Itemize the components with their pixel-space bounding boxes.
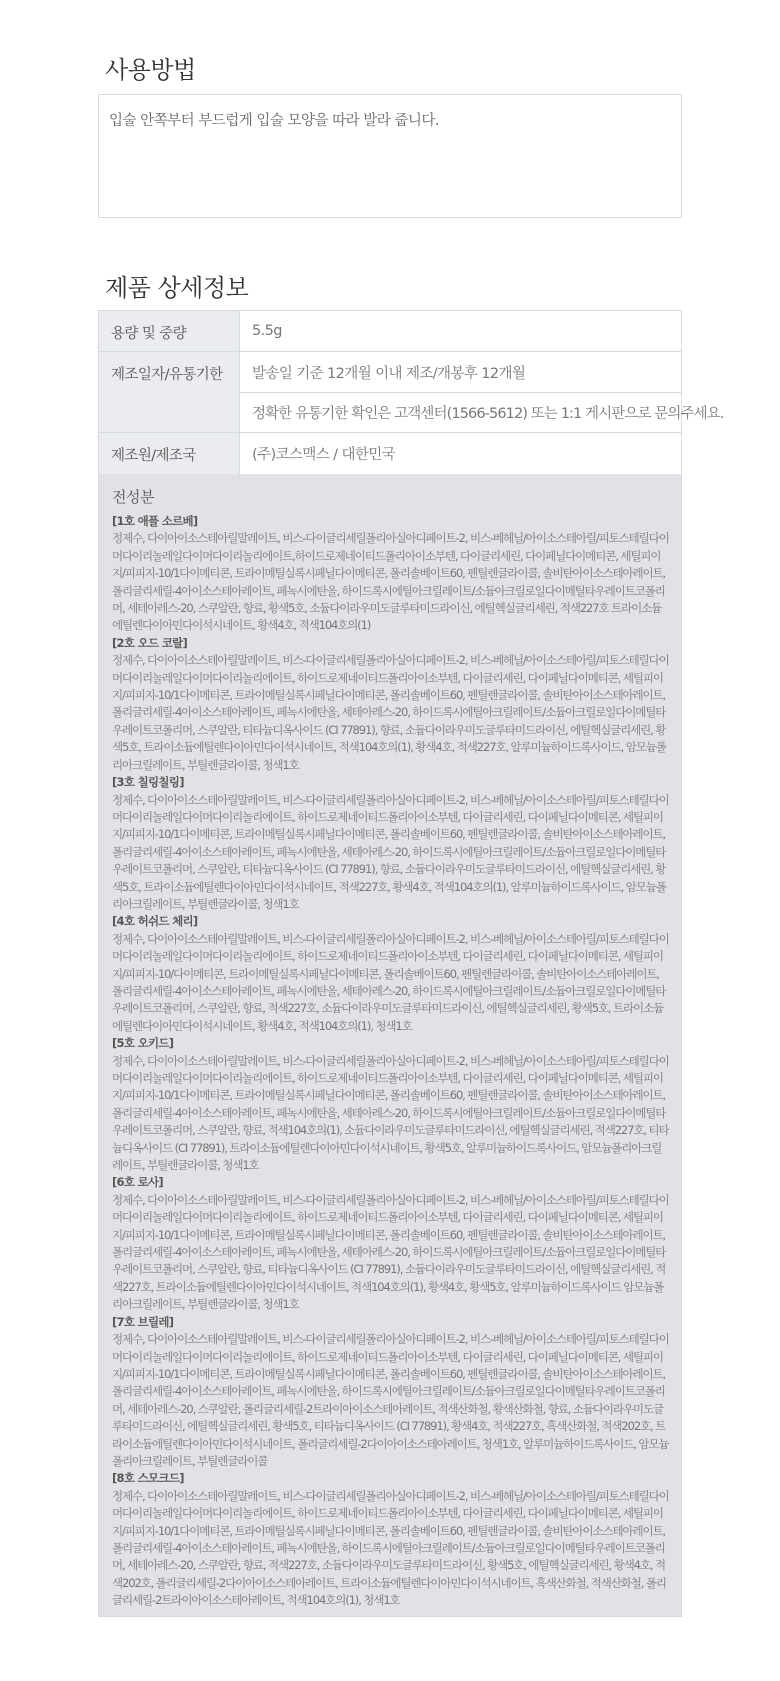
usage-description-text: 입술 안쪽부터 부드럽게 입술 모양을 따라 발라 줍니다. (109, 113, 440, 129)
spec-value-volume: 5.5g (240, 311, 682, 352)
ingredient-list-text: 정제수, 다이아이소스테아릴말레이트, 비스-다이글리세릴폴리아실아디페이트-2, 비스-베헤닐/아이소스테아릴/피토스테릴다이머다이리놀레일다이머다이리놀리에이트, 하이드로제네이티드폴리아이소부텐, 다이글리세린, 다이페닐다이메티콘, 세틸피이지/피피지-10/1다이메티콘, 트라이메틸실록시페닐다이메티콘, 폴리솔베이트60, 펜틸렌글라이콜, 솔비탄아이소스테아레이트, 폴리글리세릴-4아이소스테아레이트, 페녹시에탄올, 하이드록시에틸아크릴레이트/소듐아크릴로일다이메틸타우레이트코폴리머, 세테아레스-20, 스쿠알란, 폴리글리세릴-2트라이아이소스테아레이트, 적색산화철, 황색산화철, 향료, 소듐다이라우미도글루타미드라이신, 에틸헥실글리세린, 황색5호, 티타늄디옥사이드 (CI 77891), 황색4호, 적색227호, 흑색산화철, 적색202호, 트라이소듐에틸렌다이아민다이석시네이트, 폴리글리세릴-2다이아이소스테아레이트, 청색1호, 알루미늄하이드록사이드, 암모늄폴리아크릴레이트, 부틸렌글라이콜 (112, 1332, 669, 1468)
ingredient-shade-name: [2호 오드 코랄] (112, 635, 188, 650)
ingredient-shade-name: [7호 브릴레] (112, 1314, 174, 1329)
ingredient-shade-name: [8호 스모크드] (112, 1471, 184, 1486)
spec-label-maker: 제조원/제조국 (99, 433, 240, 475)
ingredients-title: 전성분 (112, 488, 154, 506)
ingredient-item (112, 1470, 671, 1609)
ingredient-item (112, 1314, 671, 1471)
ingredient-list-text: 정제수, 다이아이소스테아릴말레이트, 비스-다이글리세릴폴리아실아디페이트-2, 비스-베헤닐/아이소스테아릴/피토스테릴다이머다이리놀레일다이머다이리놀리에이트, 하이드로제네이티드폴리아이소부텐, 다이글리세린, 다이페닐다이메티콘, 세틸피이지/피피지-10/1다이메티콘, 트라이메틸실록시페닐다이메티콘, 폴리솔베이트60, 펜틸렌글라이콜, 솔비탄아이소스테아레이트, 폴리글리세릴-4아이소스테아레이트, 페녹시에탄올, 세테아레스-20, 하이드록시에틸아크릴레이트/소듐아크릴로일다이메틸타우레이트코폴리머, 스쿠알란, 향료, 적색104호의(1), 소듐다이라우미도글루타미드라이신, 에틸헥실글리세린, 적색227호, 티타늄디옥사이드 (CI 77891), 트라이소듐에틸렌다이아민다이석시네이트, 황색5호, 알루미늄하이드록사이드, 암모늄폴리아크릴레이트, 부틸렌글라이콜, 청색1호 (112, 1053, 669, 1173)
ingredient-item (112, 774, 671, 913)
ingredient-shade-name: [3호 칠링칠링] (112, 775, 184, 790)
product-spec-table (98, 310, 724, 475)
ingredient-list-text: 정제수, 다이아이소스테아릴말레이트, 비스-다이글리세릴폴리아실아디페이트-2, 비스-베헤닐/아이소스테아릴/피토스테릴다이머다이리놀레일다이머다이리놀리에이트, 하이드로제네이티드폴리아이소부텐, 다이글리세린, 다이페닐다이메티콘, 세틸피이지/피피지-10/1다이메티콘, 트라이메틸실록시페닐다이메티콘, 폴리솔베이트60, 펜틸렌글라이콜, 솔비탄아이소스테아레이트, 폴리글리세릴-4아이소스테아레이트, 페녹시에탄올, 하이드록시에틸아크릴레이트/소듐아크릴로일다이메틸타우레이트코폴리머, 세테아레스-20, 스쿠알란, 향료, 적색227호, 소듐다이라우미도글루타미드라이신, 황색5호, 에틸헥실글리세린, 황색4호, 적색202호, 폴리글리세릴-2다이아이소스테아레이트, 트라이소듐에틸렌다이아민다이석시네이트, 흑색산화철, 적색산화철, 폴리글리세릴-2트라이아이소스테아레이트, 적색104호의(1), 청색1호 (112, 1488, 669, 1608)
spec-row-volume (99, 311, 682, 352)
spec-label-date: 제조일자/유통기한 (99, 352, 240, 433)
ingredient-list-text: 정제수, 다이아이소스테아릴말레이트, 비스-다이글리세릴폴리아실아디페이트-2, 비스-베헤닐/아이소스테아릴/피토스테릴다이머다이리놀레일다이머다이리놀리에이트, 하이드로제네이티드폴리아이소부텐, 다이글리세린, 다이페닐다이메티콘, 세틸피이지/피피지-10/1다이메티콘, 트라이메틸실록시페닐다이메티콘, 폴리솔베이트60, 펜틸렌글라이콜, 솔비탄아이소스테아레이트, 폴리글리세릴-4아이소스테아레이트, 페녹시에탄올, 세테아레스-20, 하이드록시에틸아크릴레이트/소듐아크릴로일다이메틸타우레이트코폴리머, 스쿠알란, 티타늄디옥사이드 (CI 77891), 향료, 소듐다이라우미도글루타미드라이신, 에틸헥실글리세린, 황색5호, 트라이소듐에틸렌다이아민다이석시네이트, 적색104호의(1), 황색4호, 적색227호, 알루미늄하이드록사이드, 암모늄폴리아크릴레이트, 부틸렌글라이콜, 청색1호 (112, 653, 669, 772)
ingredient-list-text: 정제수, 다이아이소스테아릴말레이트, 비스-다이글리세릴폴리아실아디페이트-2, 비스-베헤닐/아이소스테아릴/피토스테릴다이머다이리놀레일다이머다이리놀리에이트,하이드로제네이티드폴리아이소부텐, 다이글리세린, 다이페닐다이메티콘, 세틸피이지/피피지-10/1다이메티콘, 트라이메틸실록시페닐다이메티콘, 폴리솔베이트60, 펜틸렌글라이콜, 솔비탄아이소스테아레이트, 폴리글리세릴-4아이소스테아레이트, 페녹시에탄올, 하이드록시에틸아크릴레이트/소듐아크릴로일다이메틸타우레이트코폴리머, 세테아레스-20, 스쿠알란, 향료, 황색5호, 소듐다이라우미도글루타미드라이신, 에틸헥실글리세린, 적색227호 트라이소듐에틸렌다이아민다이석시네이트, 황색4호, 적색104호의(1) (112, 531, 669, 633)
usage-section-title: 사용방법 (105, 56, 196, 84)
spec-value-maker: (주)코스맥스 / 대한민국 (240, 433, 682, 475)
spec-value-date-2: 정확한 유통기한 확인은 고객센터(1566-5612) 또는 1:1 게시판으로 문의주세요. (240, 393, 682, 433)
ingredient-shade-name: [6호 로사] (112, 1175, 163, 1190)
product-detail-title: 제품 상세정보 (105, 274, 249, 302)
usage-description-box (98, 94, 682, 218)
ingredient-item (112, 1174, 671, 1313)
ingredient-list-text: 정제수, 다이아이소스테아릴말레이트, 비스-다이글리세릴폴리아실아디페이트-2, 비스-베헤닐/아이소스테아릴/피토스테릴다이머다이리놀레일다이머다이리놀리에이트, 하이드로제네이티드폴리아이소부텐, 다이글리세린, 다이페닐다이메티콘, 세틸피이지/피피지-10/1다이메티콘, 트라이메틸실록시페닐다이메티콘, 폴리솔베이트60, 펜틸렌글라이콜, 솔비탄아이소스테아레이트, 폴리글리세릴-4아이소스테아레이트, 페녹시에탄올, 세테아레스-20, 하이드록시에틸아크릴레이트/소듐아크릴로일다이메틸타우레이트코폴리머, 스쿠알란, 향료, 티타늄디옥사이드 (CI 77891), 소듐다이라우미도글루타미드라이신, 에틸헥실글리세린, 적색227호, 트라이소듐에틸렌다이아민다이석시네이트, 적색104호의(1), 황색4호, 황색5호, 알루미늄하이드록사이드 암모늄폴리아크릴레이트, 부틸렌글라이콜, 청색1호 (112, 1192, 669, 1312)
ingredient-list-text: 정제수, 다이아이소스테아릴말레이트, 비스-다이글리세릴폴리아실아디페이트-2, 비스-베헤닐/아이소스테아릴/피토스테릴다이머다이리놀레일다이머다이리놀리에이트, 하이드로제네이티드폴리아이소부텐, 다이글리세린, 다이페닐다이메티콘, 세틸피이지/피피지-10/다이메티콘, 트라이메틸실록시페닐다이메티콘, 폴리솔베이트60, 펜틸렌글라이콜, 솔비탄아이소스테아레이트, 폴리글리세릴-4아이소스테아레이트, 페녹시에탄올, 세테아레스-20, 하이드록시에틸아크릴레이트/소듐아크릴로일다이메틸타우레이트코폴리머, 스쿠알란, 향료, 적색227호, 소듐다이라우미도글루타미드라이신, 에틸헥실글리세린, 황색5호, 트라이소듐에틸렌다이아민다이석시네이트, 황색4호, 적색104호의(1), 청색1호 (112, 931, 669, 1033)
ingredient-item (112, 635, 671, 774)
spec-label-volume: 용량 및 중량 (99, 311, 240, 352)
spec-row-date (99, 352, 682, 393)
ingredient-shade-name: [5호 오키드] (112, 1036, 174, 1051)
ingredient-shade-name: [4호 허쉬드 체리] (112, 914, 198, 929)
ingredient-shade-name: [1호 애플 소르베] (112, 514, 198, 528)
ingredient-list-text: 정제수, 다이아이소스테아릴말레이트, 비스-다이글리세릴폴리아실아디페이트-2, 비스-베헤닐/아이소스테아릴/피토스테릴다이머다이리놀레일다이머다이리놀리에이트, 하이드로제네이티드폴리아이소부텐, 다이글리세린, 다이페닐다이메티콘, 세틸피이지/피피지-10/1다이메티콘, 트라이메틸실록시페닐다이메티콘, 폴리솔베이트60, 펜틸렌글라이콜, 솔비탄아이소스테아레이트, 폴리글리세릴-4아이소스테아레이트, 페녹시에탄올, 세테아레스-20, 하이드록시에틸아크릴레이트/소듐아크릴로일다이메틸타우레이트코폴리머, 스쿠알란, 티타늄디옥사이드 (CI 77891), 향료, 소듐다이라우미도글루타미드라이신, 에틸헥실글리세린, 황색5호, 트라이소듐에틸렌다이아민다이석시네이트, 적색227호, 황색4호, 적색104호의(1), 알루미늄하이드록사이드, 암모늄폴리아크릴레이트, 부틸렌글라이콜, 청색1호 (112, 792, 669, 911)
ingredient-item (112, 913, 671, 1035)
ingredients-panel (98, 474, 682, 1617)
spec-value-date-1: 발송일 기준 12개월 이내 제조/개봉후 12개월 (240, 352, 682, 393)
ingredient-item (112, 1035, 671, 1174)
ingredient-item (112, 513, 671, 635)
spec-row-maker (99, 433, 682, 475)
